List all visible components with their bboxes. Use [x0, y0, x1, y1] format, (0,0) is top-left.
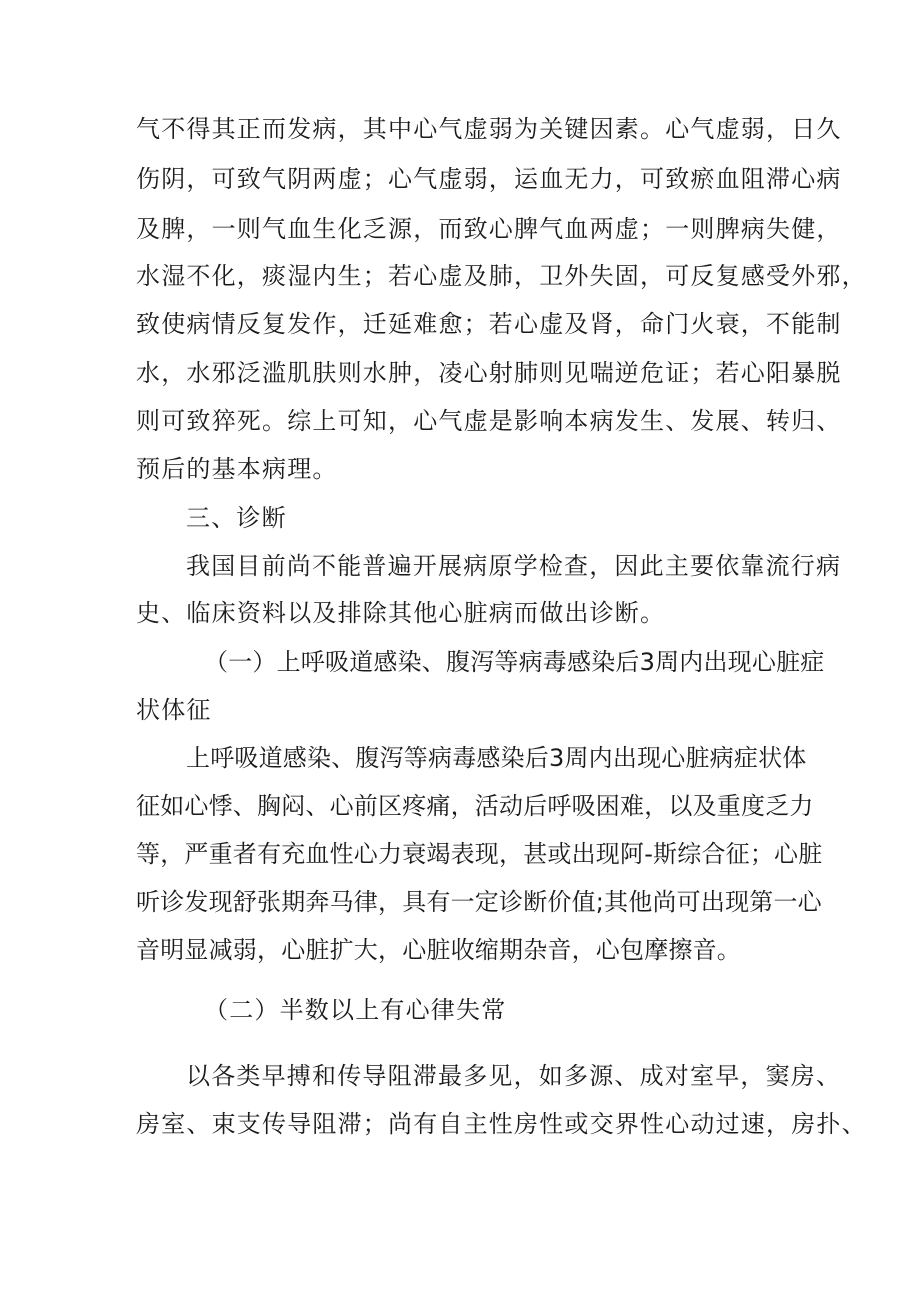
body-line: 则可致猝死。综上可知，心气虚是影响本病发生、发展、转归、: [136, 407, 842, 435]
body-line: 上呼吸道感染、腹泻等病毒感染后3周内出现心脏病症状体: [186, 744, 807, 772]
body-line: 史、临床资料以及排除其他心脏病而做出诊断。: [136, 599, 666, 627]
body-line: 等，严重者有充血性心力衰竭表现，甚或出现阿-斯综合征；心脏: [136, 840, 823, 868]
body-line: 预后的基本病理。: [136, 455, 338, 483]
body-line: 我国目前尚不能普遍开展病原学检查，因此主要依靠流行病: [186, 552, 842, 580]
body-line: 房室、束支传导阻滞；尚有自主性房性或交界性心动过速，房扑、: [136, 1110, 867, 1138]
body-line: 以各类早搏和传导阻滞最多见，如多源、成对室早，窦房、: [186, 1062, 842, 1090]
body-line: 及脾，一则气血生化乏源，而致心脾气血两虚；一则脾病失健，: [136, 215, 842, 243]
section-heading: 三、诊断: [186, 504, 287, 532]
body-line: 水湿不化，痰湿内生；若心虚及肺，卫外失固，可反复感受外邪，: [136, 262, 867, 290]
body-line: 伤阴，可致气阴两虚；心气虚弱，运血无力，可致瘀血阻滞心病: [136, 165, 842, 193]
subsection-heading: （一）上呼吸道感染、腹泻等病毒感染后3周内出现心脏症: [204, 648, 825, 676]
body-line: 致使病情反复发作，迁延难愈；若心虚及肾，命门火衰，不能制: [136, 310, 842, 338]
body-line: 气不得其正而发病，其中心气虚弱为关键因素。心气虚弱，日久: [136, 115, 842, 143]
body-line: 音明显减弱，心脏扩大，心脏收缩期杂音，心包摩擦音。: [136, 936, 741, 964]
body-line: 水，水邪泛滥肌肤则水肿，凌心射肺则见喘逆危证；若心阳暴脱: [136, 359, 842, 387]
subsection-heading-continued: 状体征: [136, 696, 212, 724]
body-line: 征如心悸、胸闷、心前区疼痛，活动后呼吸困难，以及重度乏力: [136, 792, 814, 820]
body-line: 听诊发现舒张期奔马律，具有一定诊断价值;其他尚可出现第一心: [136, 888, 822, 916]
subsection-heading: （二）半数以上有心律失常: [204, 996, 507, 1024]
